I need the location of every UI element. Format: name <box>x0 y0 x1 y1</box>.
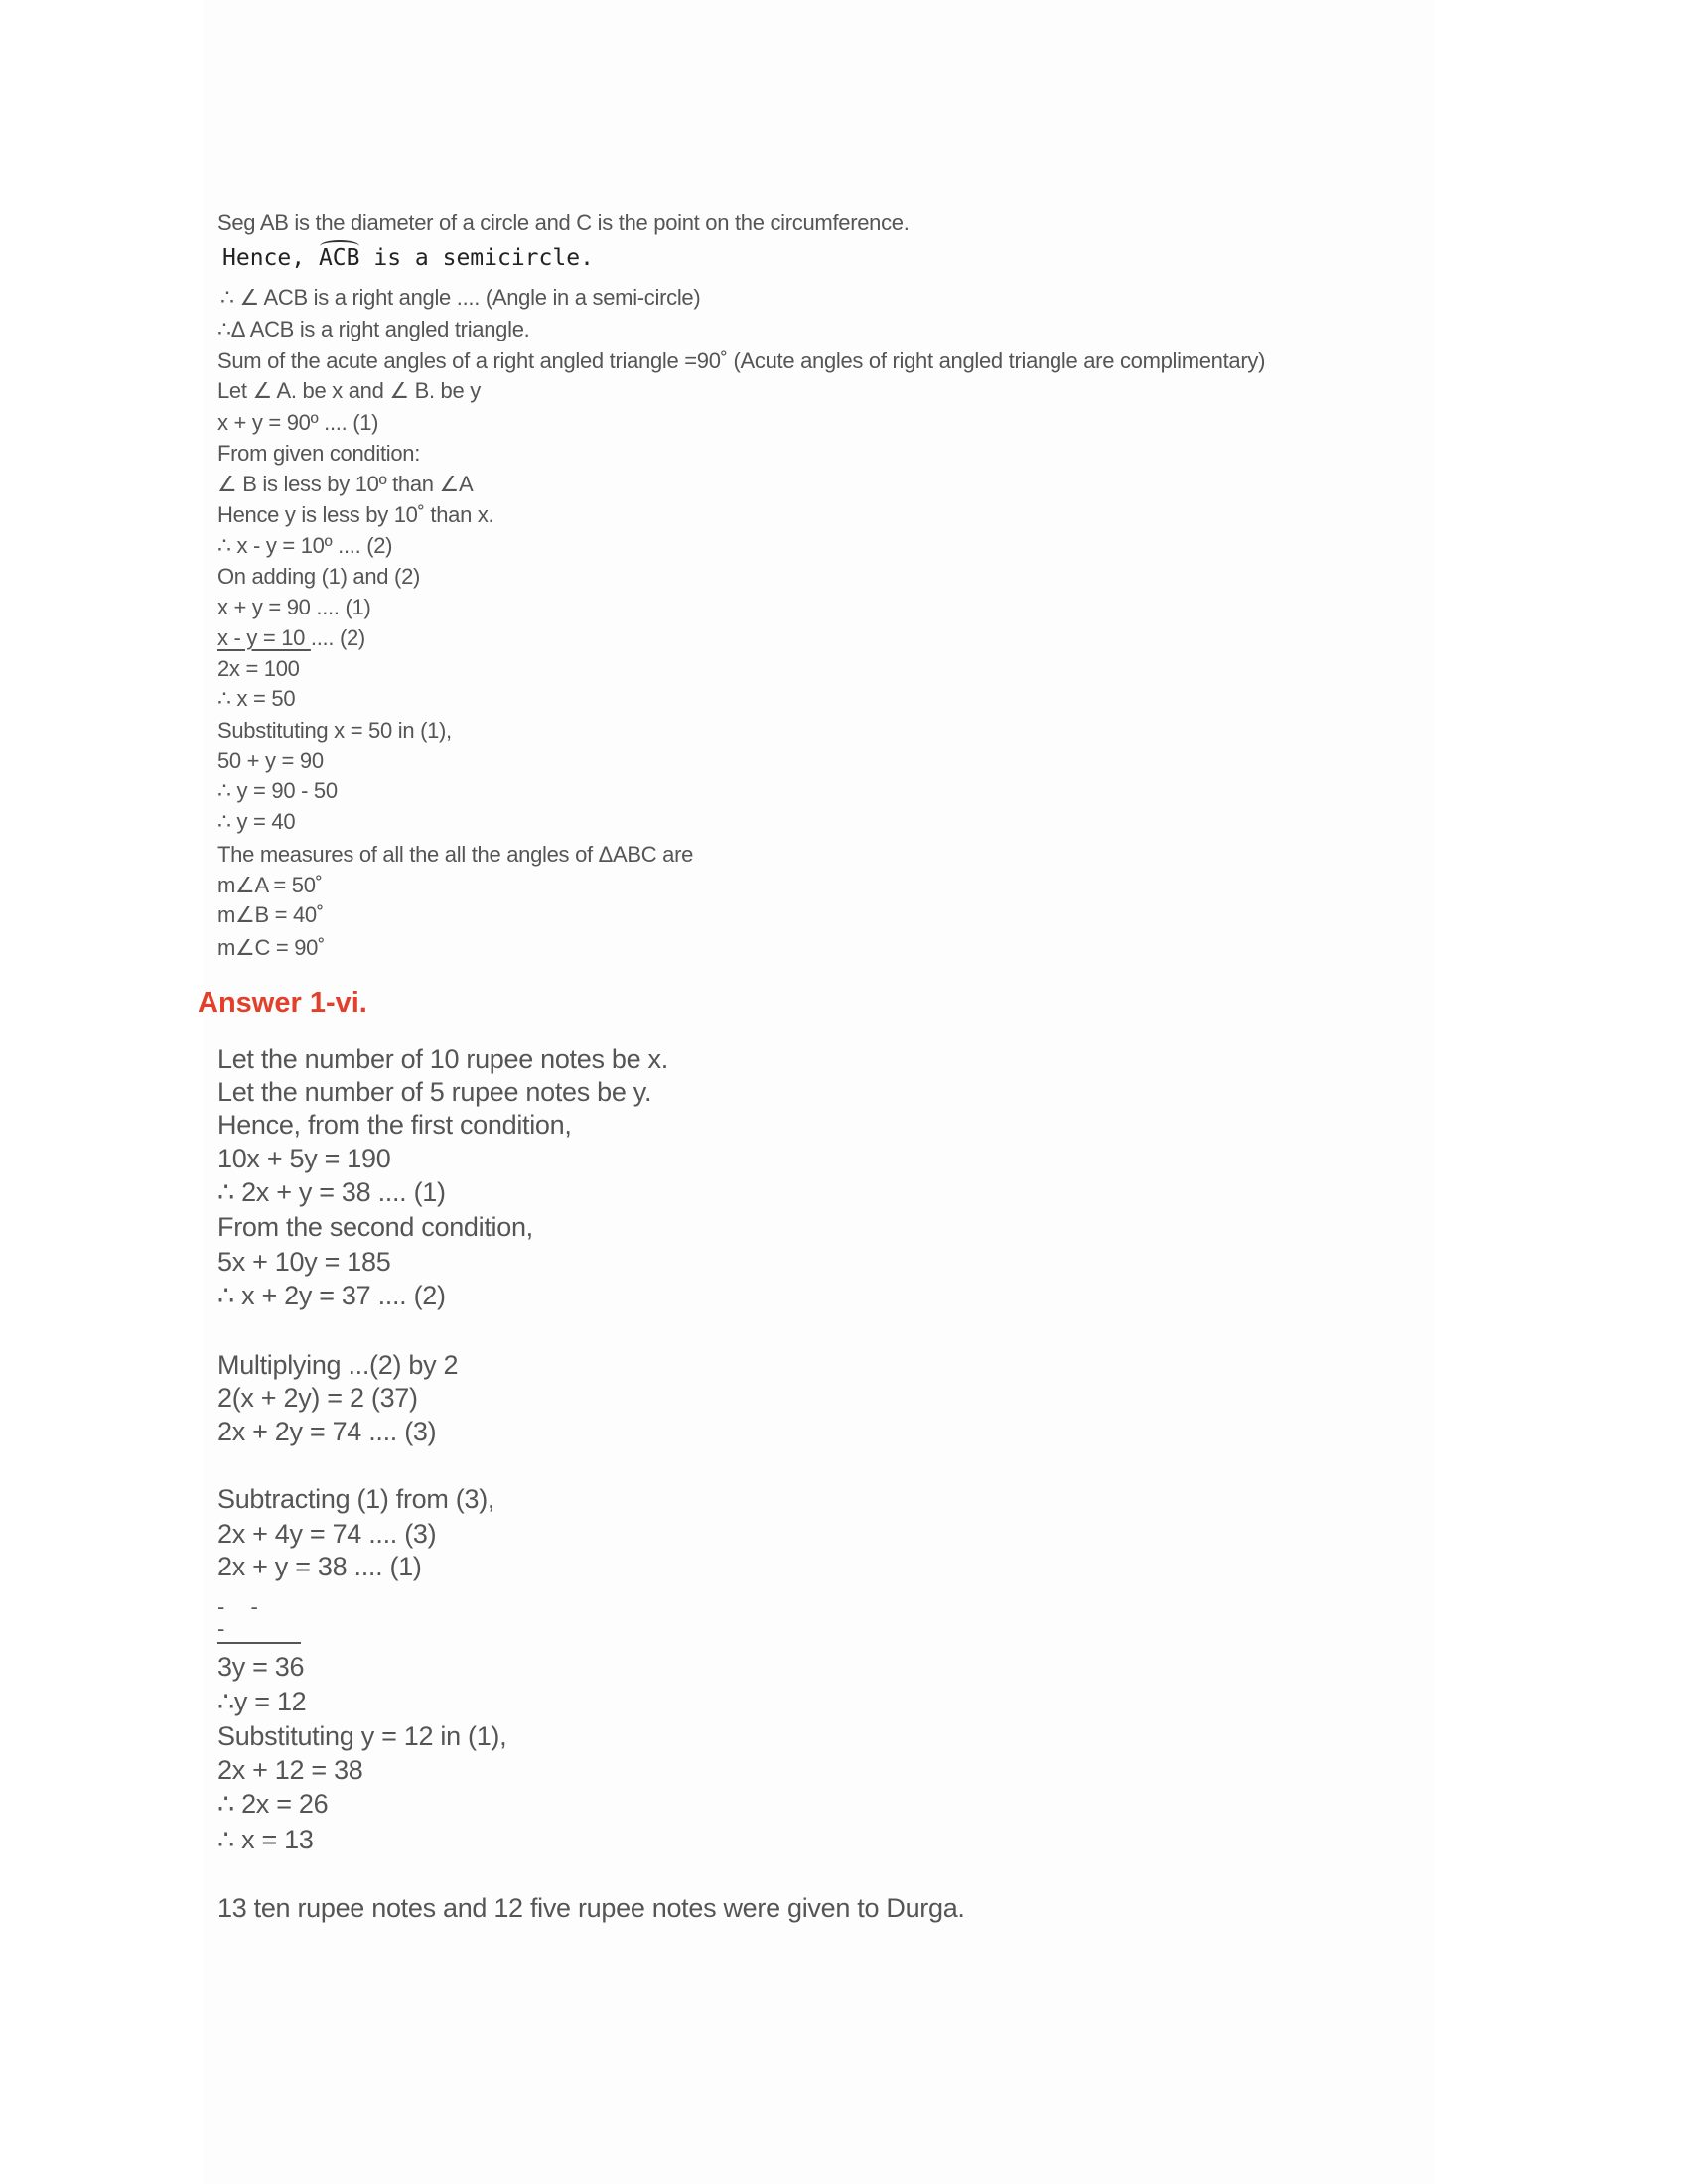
text-line: ∴Δ ACB is a right angled triangle. <box>217 317 530 341</box>
text-line: Seg AB is the diameter of a circle and C is the point on the circumference. <box>217 210 910 235</box>
text-line: Substituting y = 12 in (1), <box>217 1721 507 1751</box>
equation-line: ∴ x - y = 10º .... (2) <box>217 533 393 558</box>
text-line: ∴ ∠ ACB is a right angle .... (Angle in a semi-circle) <box>220 285 701 310</box>
equation-line: 10x + 5y = 190 <box>217 1144 391 1173</box>
subtraction-signs: - - - <box>217 1596 301 1644</box>
equation-line: 2x = 100 <box>217 656 300 681</box>
text-line: Hence y is less by 10˚ than x. <box>217 502 494 527</box>
text-line: From given condition: <box>217 441 421 466</box>
text-line: ∠ B is less by 10º than ∠A <box>217 472 474 496</box>
equation-line: 2x + 12 = 38 <box>217 1755 363 1785</box>
semicircle-statement <box>222 247 594 270</box>
conclusion-line: 13 ten rupee notes and 12 five rupee notes were given to Durga. <box>217 1893 965 1923</box>
equation-line: 50 + y = 90 <box>217 749 324 773</box>
angle-measure: m∠A = 50˚ <box>217 873 323 897</box>
equation-line: 2x + y = 38 .... (1) <box>217 1552 422 1581</box>
equation-line: ∴ 2x + y = 38 .... (1) <box>217 1177 446 1207</box>
equation-line: x + y = 90º .... (1) <box>217 410 379 435</box>
equation-line: ∴ 2x = 26 <box>217 1789 329 1819</box>
text-line: Hence, from the first condition, <box>217 1110 572 1140</box>
equation-ref: .... (2) <box>310 625 365 650</box>
underlined-equation: x - y = 10 <box>217 625 311 650</box>
equation-line: 5x + 10y = 185 <box>217 1247 391 1277</box>
equation-line-underlined <box>217 627 365 649</box>
equation-line: 2x + 2y = 74 .... (3) <box>217 1417 437 1446</box>
equation-line: ∴y = 12 <box>217 1687 307 1716</box>
equation-line: 3y = 36 <box>217 1652 305 1682</box>
equation-line: 2x + 4y = 74 .... (3) <box>217 1519 437 1549</box>
text-semicircle: is a semicircle. <box>373 245 594 271</box>
equation-line: ∴ x = 50 <box>217 686 296 711</box>
equation-line: ∴ y = 40 <box>217 809 296 834</box>
angle-measure: m∠C = 90˚ <box>217 935 326 960</box>
equation-line: x + y = 90 .... (1) <box>217 595 371 619</box>
text-line: Let the number of 10 rupee notes be x. <box>217 1044 668 1074</box>
text-hence: Hence, <box>222 245 306 271</box>
equation-line: ∴ x + 2y = 37 .... (2) <box>217 1281 446 1310</box>
angle-measure: m∠B = 40˚ <box>217 902 324 927</box>
answer-heading: Answer 1-vi. <box>198 987 367 1019</box>
text-line: Subtracting (1) from (3), <box>217 1484 495 1514</box>
equation-line: ∴ x = 13 <box>217 1825 314 1854</box>
text-line: Multiplying ...(2) by 2 <box>217 1350 459 1380</box>
text-line: From the second condition, <box>217 1212 533 1242</box>
text-line: On adding (1) and (2) <box>217 564 421 589</box>
equation-line: 2(x + 2y) = 2 (37) <box>217 1383 418 1413</box>
equation-line: ∴ y = 90 - 50 <box>217 778 338 803</box>
text-line: Substituting x = 50 in (1), <box>217 718 452 743</box>
text-line: The measures of all the all the angles of ΔABC are <box>217 842 694 867</box>
arc-acb: ACB <box>318 245 360 271</box>
text-line: Let ∠ A. be x and ∠ B. be y <box>217 378 481 403</box>
text-line: Let the number of 5 rupee notes be y. <box>217 1077 652 1107</box>
text-line: Sum of the acute angles of a right angled triangle =90˚ (Acute angles of right angled triangle are complimentary) <box>217 348 1266 373</box>
